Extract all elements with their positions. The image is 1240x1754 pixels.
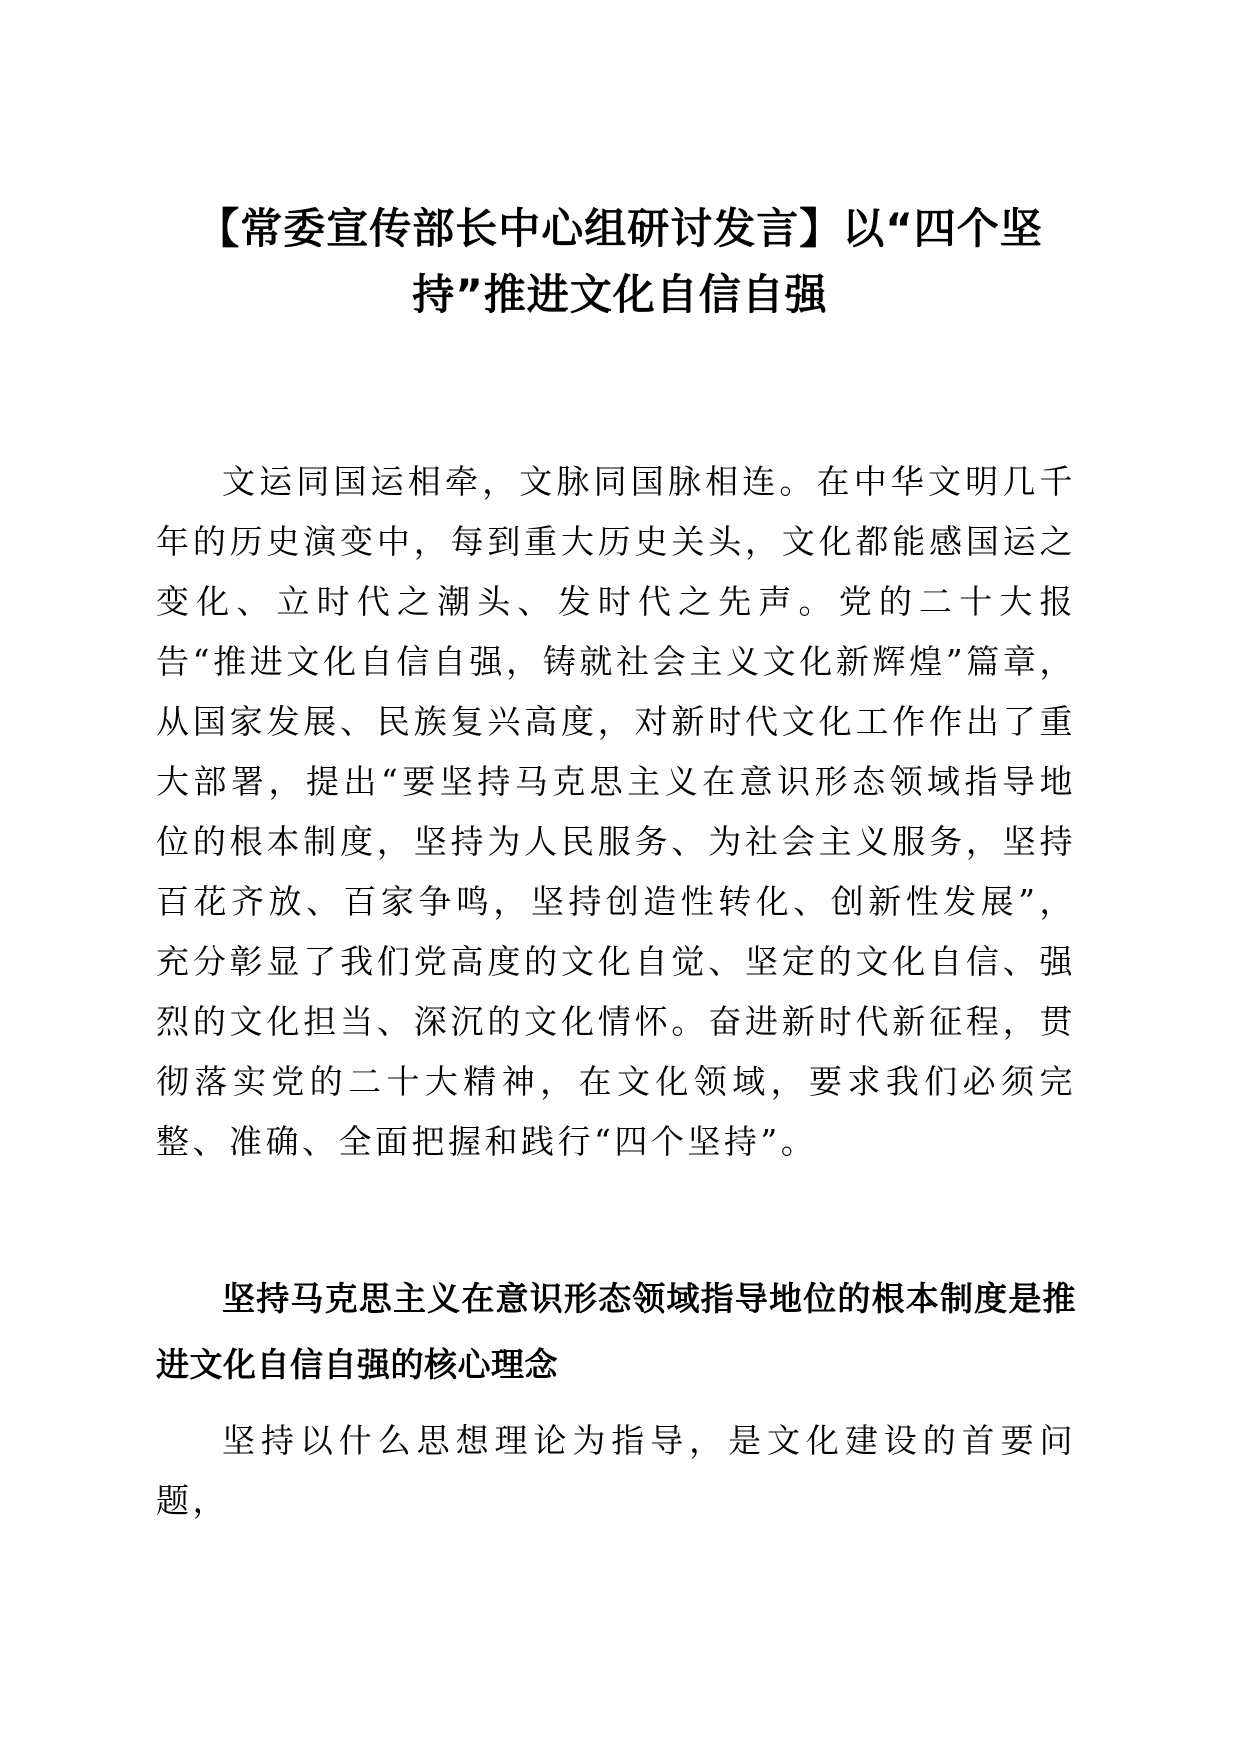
title-line-1: 【常委宣传部长中心组研讨发言】以“四个坚 [197,204,1043,253]
section-heading-1: 坚持马克思主义在意识形态领域指导地位的根本制度是推进文化自信自强的核心理念 [156,1279,1076,1384]
document-title [150,196,1090,328]
body-paragraph-2: 坚持以什么思想理论为指导，是文化建设的首要问题， [156,1421,1076,1520]
body-paragraph-1: 文运同国运相牵，文脉同国脉相连。在中华文明几千年的历史演变中，每到重大历史关头，文化都能感国运之变化、立时代之潮头、发时代之先声。党的二十大报告“推进文化自信自强，铸就社会主义文化新辉煌”篇章，从国家发展、民族复兴高度，对新时代文化工作作出了重大部署，提出“要坚持马克思主义在意识形态领域指导地位的根本制度，坚持为人民服务、为社会主义服务，坚持百花齐放、百家争鸣，坚持创造性转化、创新性发展”，充分彰显了我们党高度的文化自觉、坚定的文化自信、强烈的文化担当、深沉的文化情怀。奋进新时代新征程，贯彻落实党的二十大精神，在文化领域，要求我们必须完整、准确、全面把握和践行“四个坚持”。 [156,462,1076,1161]
title-line-2: 持”推进文化自信自强 [412,270,828,319]
